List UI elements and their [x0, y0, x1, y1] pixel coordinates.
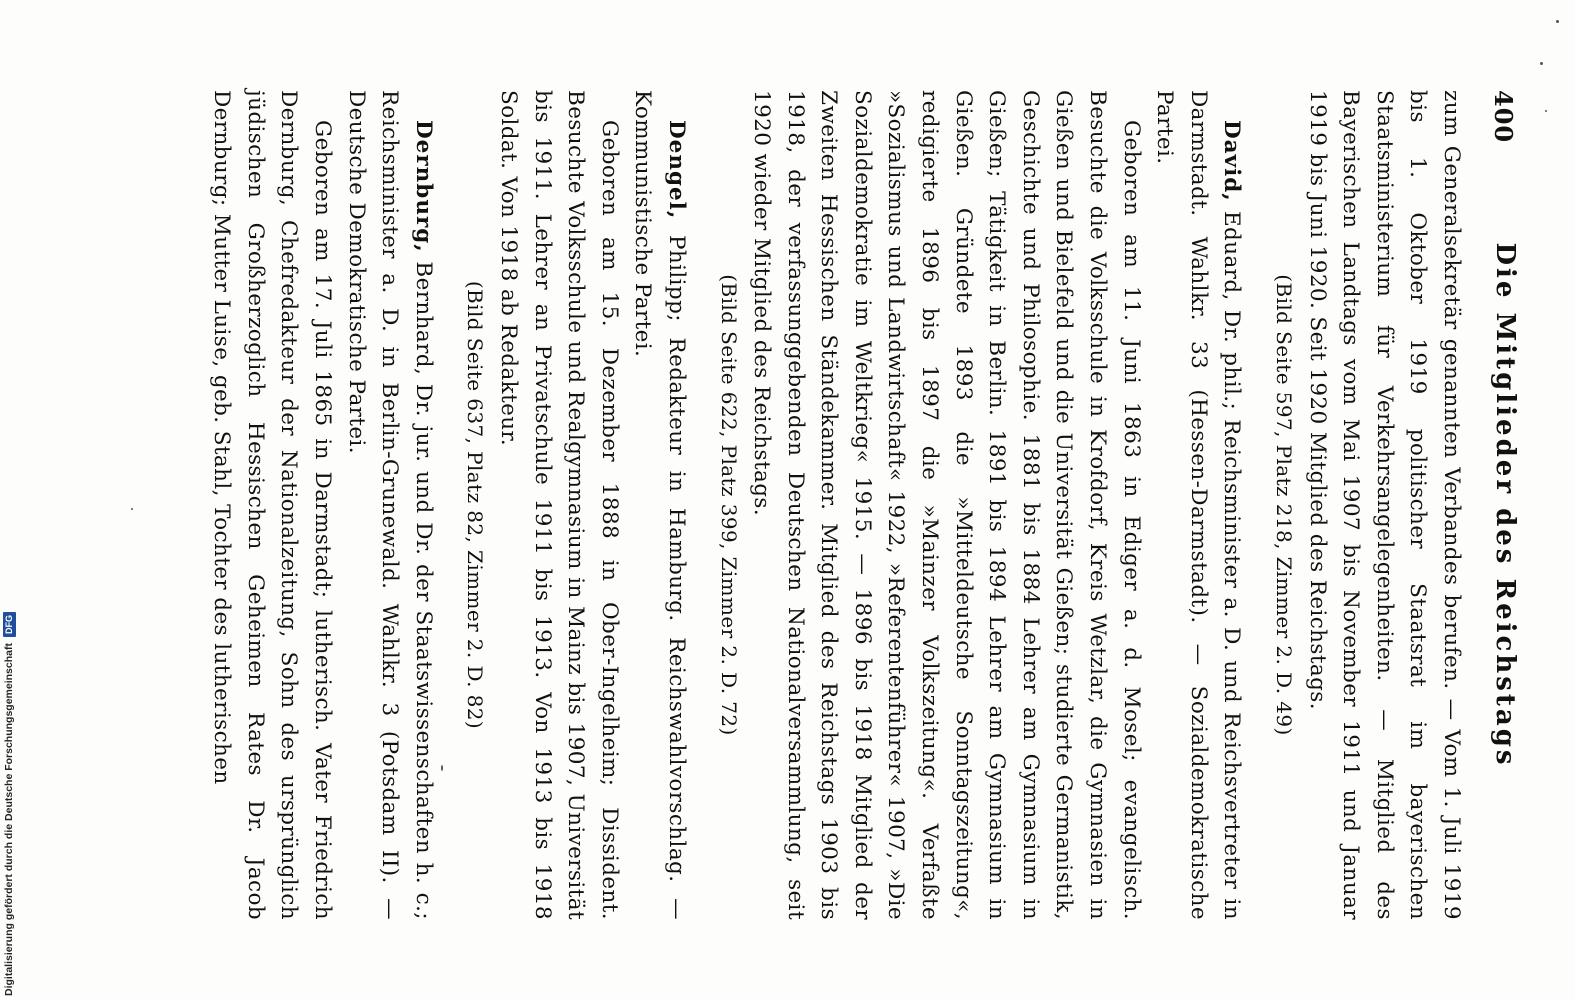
scan-speck — [1540, 62, 1543, 65]
entry-heading-text: Philipp; Redakteur in Hamburg. Reichswahlvorschlag. — Kommunistische Partei. — [630, 90, 689, 920]
body-text — [205, 90, 1468, 920]
page-number: 400 — [1489, 90, 1518, 144]
page-header — [1480, 90, 1520, 920]
entry-body: Geboren am 11. Juni 1863 in Ediger a. d. Mosel; evangelisch. Besuchte die Volksschule in Krofdorf, Kreis Wetzlar, die Gymnasien in Gießen und Bielefeld und die Universität Gießen; studierte Germanistik, Geschichte und Philosophie. 1881 bis 1884 Lehrer am Gymnasium in Gießen; Tätigkeit in Berlin. 1891 bis 1894 Lehrer am Gymnasium in Gießen. Gründete 1893 die »Mitteldeutsche Sonntagszeitung«, redigierte 1896 bis 1897 die »Mainzer Volkszeitung«. Verfaßte »Sozialismus und Landwirtschaft« 1922, »Referentenführer« 1907, »Die Sozialdemokratie im Weltkrieg« 1915. — 1896 bis 1918 Mitglied der Zweiten Hessischen Ständekammer. Mitglied des Reichstags 1903 bis 1918, der verfassunggebenden Deutschen Nationalversammlung, seit 1920 wieder Mitglied des Reichstags. — [749, 90, 1144, 920]
entry-dengel — [458, 90, 693, 920]
entry-heading-text: Eduard, Dr. phil.; Reichsminister a. D. und Reichsvertreter in Darmstadt. Wahlkr. 33 (Hessen-Darmstadt). — Sozialdemokratische Partei. — [1152, 90, 1245, 921]
entry-body: Geboren am 17. Juli 1865 in Darmstadt; lutherisch. Vater Friedrich Dernburg, Chefredakteur der Nationalzeitung, Sohn des ursprünglich jüdischen Großherzoglich Hessischen Geheimen Rates Dr. Jacob Dernburg; Mutter Luise, geb. Stahl, Tochter des lutherischen — [209, 90, 335, 920]
entry-david — [711, 90, 1249, 920]
entry-body: Geboren am 15. Dezember 1888 in Ober-Ingelheim; Dissident. Besuchte Volksschule und Realgymnasium in Mainz bis 1907, Universität bis 1911. Lehrer an Privatschule 1911 bis 1913. Von 1913 bis 1918 Soldat. Von 1918 ab Redakteur. — [495, 90, 622, 920]
scan-speck — [131, 508, 133, 510]
member-name: Dernburg, — [410, 120, 436, 253]
scan-speck — [1556, 20, 1559, 23]
entry-heading — [626, 90, 693, 920]
entry-heading-text: Bernhard, Dr. jur. und Dr. der Staatswissenschaften h. c.; Reichsminister a. D. in Berlin-Grunewald. Wahlkr. 3 (Potsdam II). — Deutsche Demokratische Partei. — [343, 90, 436, 921]
entry-dernburg — [205, 90, 440, 920]
digitization-notice-text: Digitalisierung gefördert durch die Deutsche Forschungsgemeinschaft — [3, 643, 15, 996]
member-name: David, — [1219, 120, 1245, 202]
entry-heading — [1148, 90, 1249, 920]
scan-speck — [1545, 110, 1547, 112]
entry-image-reference: (Bild Seite 622, Platz 399, Zimmer 2. D. 72) — [716, 274, 741, 736]
member-name: Dengel, — [663, 120, 689, 220]
entry-heading — [339, 90, 440, 920]
digitization-notice — [2, 596, 16, 996]
scan-speck — [441, 765, 443, 771]
continuation-image-reference: (Bild Seite 597, Platz 218, Zimmer 2. D. 49) — [1272, 274, 1297, 736]
entry-image-reference: (Bild Seite 637, Platz 82, Zimmer 2. D. 82) — [463, 280, 488, 730]
running-head: Die Mitglieder des Reichstags — [1490, 242, 1520, 768]
continuation-paragraph: zum Generalsekretär genannten Verbandes berufen. — Vom 1. Juli 1919 bis 1. Oktober 1919 politischer Staatsrat im bayerischen Staatsministerium für Verkehrsangelegenheiten. — Mitglied des Bayerischen Landtags vom Mai 1907 bis November 1911 und Januar 1919 bis Juni 1920. Seit 1920 Mitglied des Reichstags. — [1304, 90, 1464, 920]
dfg-logo-icon: DFG — [3, 612, 16, 637]
rotated-text-frame — [100, 90, 1520, 920]
